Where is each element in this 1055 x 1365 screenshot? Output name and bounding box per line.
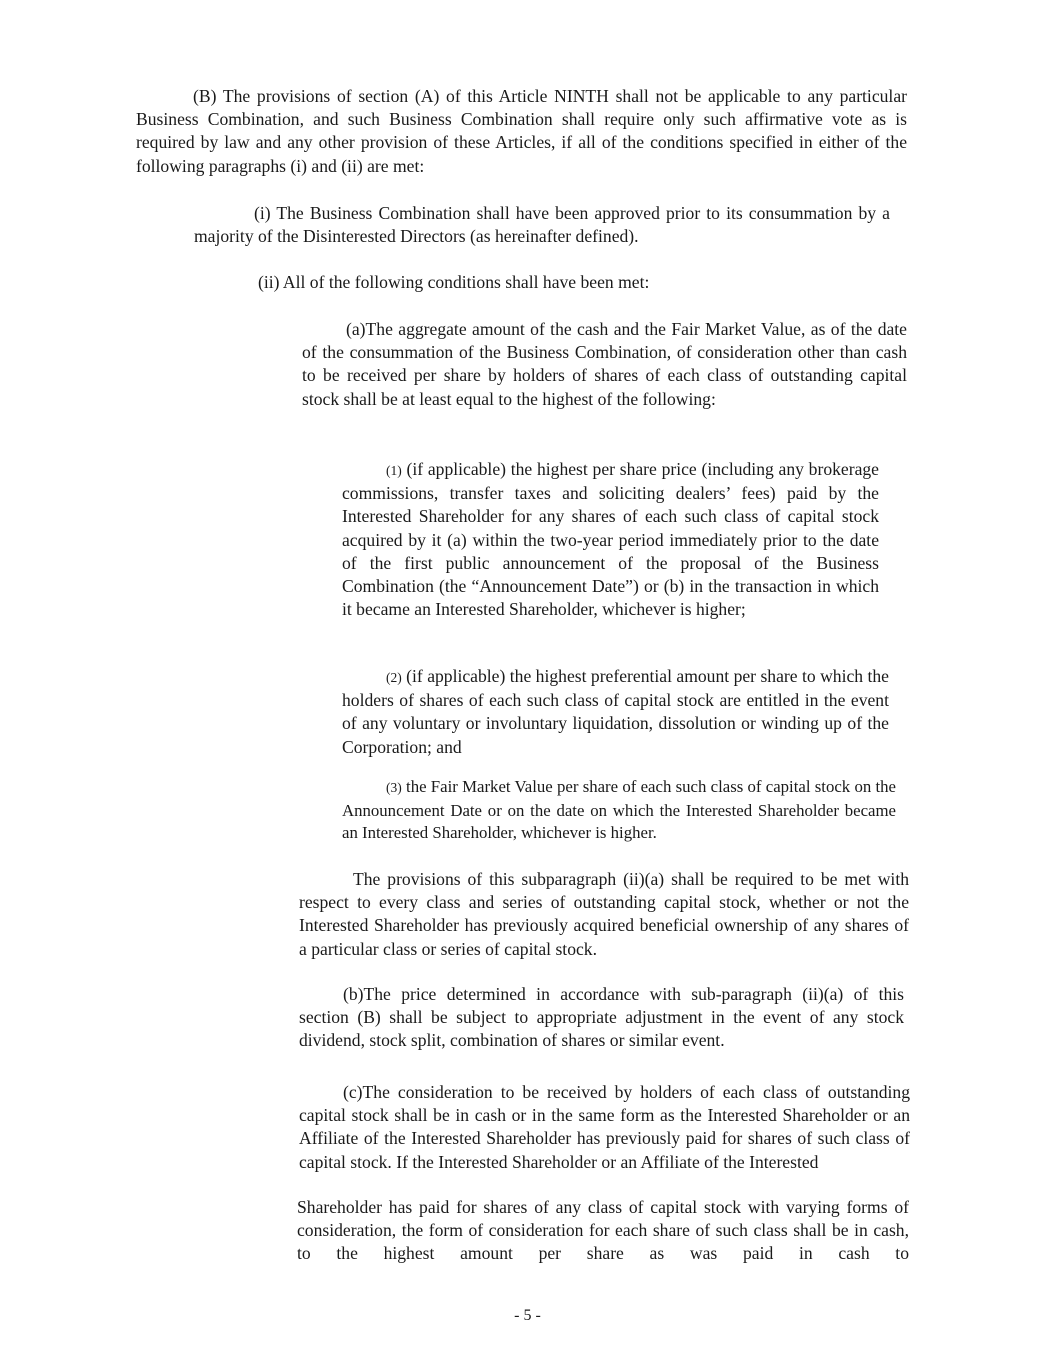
paragraph-a: (a)The aggregate amount of the cash and the Fair Market Value, as of the date of the consummation of the Business Combination, of consideration other than cash to be received per share by holders of shares of each class of outstanding capital stock shall be at least equal to the highest of the following:: [302, 319, 907, 409]
paragraph-b: (b)The price determined in accordance with sub-paragraph (ii)(a) of this section (B) shall be subject to appropriate adjustment in the event of any stock dividend, stock split, combination of shares or similar event.: [299, 984, 904, 1051]
item-number-3: (3): [386, 780, 402, 795]
paragraph-c: (c)The consideration to be received by holders of each class of outstanding capital stock shall be in cash or in the same form as the Interested Shareholder or an Affiliate of the Interested Shareholder has previously paid for shares of such class of capital stock. If the Interested Shareholder or an Affiliate of the Interested: [299, 1082, 910, 1172]
paragraph-c-continued: Shareholder has paid for shares of any class of capital stock with varying forms of consideration, the form of consideration for each share of such class shall be in cash, to the highest amount per share as was paid in cash to: [297, 1197, 909, 1264]
paragraph-ii: (ii) All of the following conditions shall have been met:: [258, 272, 650, 292]
paragraph-b-intro: (B) The provisions of section (A) of this Article NINTH shall not be applicable to any particular Business Combination, and such Business Combination shall require only such affirmative vote as is required by law and any other provision of these Articles, if all of the conditions specified in either of the following paragraphs (i) and (ii) are met:: [136, 86, 907, 176]
item-number-1: (1): [386, 463, 402, 478]
paragraph-1: (1) (if applicable) the highest per share price (including any brokerage commissions, transfer taxes and soliciting dealers’ fees) paid by the Interested Shareholder for any shares of each such class of capital stock acquired by it (a) within the two-year period immediately prior to the date of the first public announcement of the proposal of the Business Combination (the “Announcement Date”) or (b) in the transaction in which it became an Interested Shareholder, whichever is higher;: [342, 459, 879, 620]
paragraph-2: (2) (if applicable) the highest preferential amount per share to which the holders of shares of each such class of capital stock are entitled in the event of any voluntary or involuntary liquidation, dissolution or winding up of the Corporation; and: [342, 666, 889, 757]
paragraph-provisions: The provisions of this subparagraph (ii)(a) shall be required to be met with respect to every class and series of outstanding capital stock, whether or not the Interested Shareholder has previously acquired beneficial ownership of any shares of a particular class or series of capital stock.: [299, 869, 909, 959]
paragraph-3: (3) the Fair Market Value per share of each such class of capital stock on the Announcement Date or on the date on which the Interested Shareholder became an Interested Shareholder, whichever is higher.: [342, 777, 897, 843]
paragraph-i: (i) The Business Combination shall have been approved prior to its consummation by a majority of the Disinterested Directors (as hereinafter defined).: [194, 203, 890, 247]
item-number-2: (2): [386, 670, 402, 685]
page-number: - 5 -: [514, 1307, 541, 1324]
